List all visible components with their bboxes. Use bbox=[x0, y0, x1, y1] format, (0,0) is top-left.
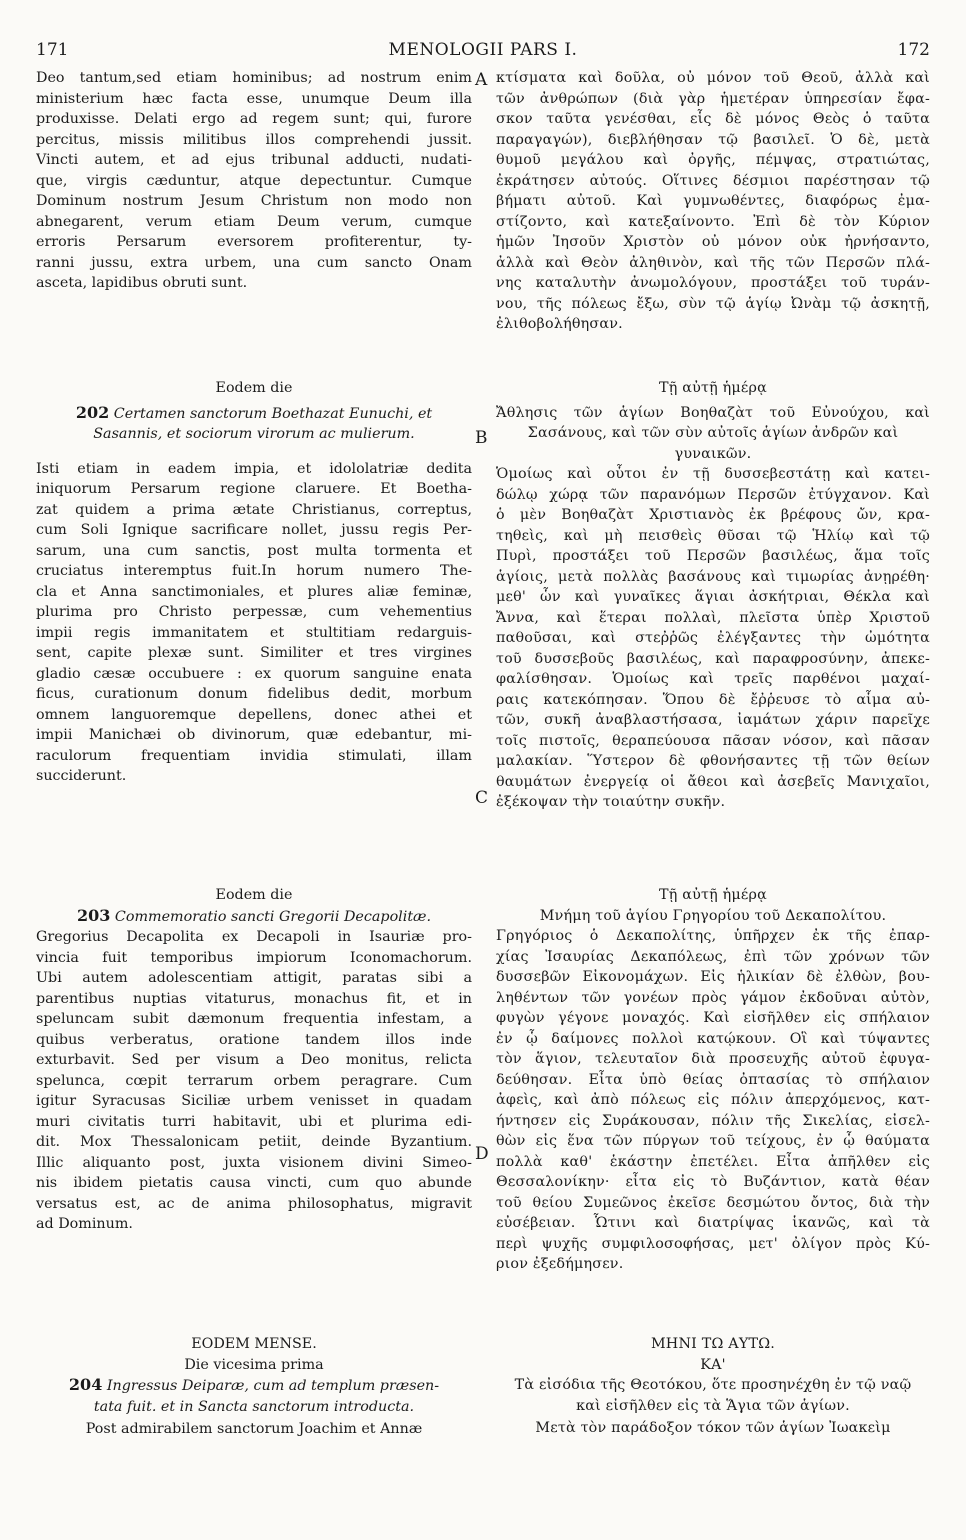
text-line: ficus, curationum donum fidelibus dedit, morbum bbox=[36, 686, 472, 702]
text-line: asceta, lapidibus obruti sunt. bbox=[36, 275, 248, 291]
margin-letter-c: C bbox=[475, 788, 489, 808]
section-heading: Τῇ αὐτῇ ἡμέρᾳ bbox=[659, 380, 767, 396]
month-heading: EODEM MENSE. bbox=[191, 1336, 317, 1352]
latin-section-203 bbox=[36, 885, 472, 1235]
text-line: εὐσέβειαν. Ὧτινι καὶ διατρίψας ἱκανῶς, καὶ τὰ bbox=[496, 1215, 930, 1231]
text-line: impii Manichæi ob divinorum, quæ edebantur, mi- bbox=[36, 727, 472, 743]
text-line: μαλακίαν. Ὕστερον δὲ φθονήσαντες τῇ τῶν θείων bbox=[496, 753, 930, 769]
text-line: gladio cæsæ occubuere : ex quorum sanguine enata bbox=[36, 665, 472, 682]
margin-letter-b: B bbox=[475, 428, 488, 448]
text-line: exturbavit. Sed per visum a Deo monitus, relicta bbox=[36, 1052, 472, 1068]
text-line: ad Dominum. bbox=[36, 1216, 133, 1232]
section-number: 204 bbox=[68, 1375, 103, 1394]
section-number: 202 bbox=[75, 402, 110, 422]
text-line: κτίσματα καὶ δοῦλα, οὐ μόνον τοῦ Θεοῦ, ἀλλὰ καὶ bbox=[496, 70, 930, 86]
text-line: Ἄννα, καὶ ἕτεραι πολλαὶ, πλεῖστα ὑπὲρ Χριστοῦ bbox=[496, 609, 930, 626]
text-line: ληθέντων τῶν γονέων πρὸς γάμον ἐκδοῦναι αὐτὸν, bbox=[496, 989, 930, 1006]
text-line: sarum, una cum sanctis, post multa tormenta et bbox=[36, 542, 472, 559]
text-line: Isti etiam in eadem impia, et idololatriæ dedita bbox=[36, 460, 472, 477]
text-line: ὁ μὲν Βοηθαζὰτ Χριστιανὸς ἐκ βρέφους ὤν, κρα- bbox=[496, 507, 930, 523]
text-line: Deo tantum,sed etiam hominibus; ad nostrum enim bbox=[36, 70, 472, 86]
text-line: iniquorum Persarum regione claruere. Et Boetha- bbox=[36, 481, 472, 497]
text-line: parentibus nuptias vitaturus, monachus fit, et in bbox=[36, 990, 472, 1007]
text-line: ranni jussu, extra urbem, una cum sancto Onam bbox=[36, 254, 472, 271]
text-line: Πυρὶ, προστάξει τοῦ Περσῶν βασιλέως, ἅμα τοῖς bbox=[496, 548, 930, 564]
text-line: Gregorius Decapolita ex Decapoli in Isauriæ pro- bbox=[36, 929, 472, 945]
section-title: Sasannis, et sociorum virorum ac mulierum. bbox=[93, 426, 415, 442]
greek-intro bbox=[496, 68, 930, 335]
text-line: ἐξέκοψαν τὴν τοιαύτην συκῆν. bbox=[496, 794, 726, 810]
text-line: ἐλιθοβολήθησαν. bbox=[496, 316, 623, 332]
text-line: percitus, missis militibus illos comprehendi jussit. bbox=[36, 131, 472, 148]
page-number-left: 171 bbox=[36, 40, 69, 60]
text-line: ἀφεὶς, καὶ ἀπὸ πόλεως εἰς πόλιν ἀπερχόμενος, κατ- bbox=[496, 1092, 930, 1108]
text-line: dit. Mox Thessalonicam petiit, deinde Byzantium. bbox=[36, 1134, 472, 1150]
text-line: νης καταλυτὴν ἀνωμολόγουν, προστάξει τοῦ τυράν- bbox=[496, 275, 930, 291]
text-line: omnem languoremque depellens, donec athei et bbox=[36, 706, 472, 723]
text-line: στίζοντο, καὶ κατεξαίνοντο. Ἐπὶ δὲ τὸν Κύριον bbox=[496, 213, 930, 230]
section-title: Σασάνους, καὶ τῶν σὺν αὐτοῖς ἁγίων ἀνδρῶν καὶ bbox=[527, 425, 899, 441]
text-line: Illic aliquanto post, juxta visionem divini Simeo- bbox=[36, 1154, 472, 1171]
text-line: raculorum frequentiam invidia stimulati, illam bbox=[36, 747, 472, 764]
text-line: ἡμῶν Ἰησοῦν Χριστὸν οὐ μόνον οὐκ ἠρνήσαντο, bbox=[496, 234, 930, 250]
text-line: erroris Persarum eversorem profiterentur, ty- bbox=[36, 234, 472, 250]
text-line: ἀλλὰ καὶ Θεὸν ἀληθινὸν, καὶ τῆς τῶν Περσῶν πλά- bbox=[496, 254, 930, 271]
text-line: produxisse. Delati ergo ad regem sunt; qui, furore bbox=[36, 111, 472, 127]
text-line: φαλίσθησαν. Ὁμοίως καὶ τρεῖς παρθένοι μαχαί- bbox=[496, 671, 930, 687]
running-title: MENOLOGII PARS I. bbox=[388, 40, 578, 60]
text-line: plurima pro Christo perpessæ, cum vehementius bbox=[36, 604, 472, 620]
text-line: Ubi autem adolescentiam attigit, paratas sibi a bbox=[36, 970, 472, 986]
day-heading: Die vicesima prima bbox=[184, 1356, 324, 1373]
section-heading: Τῇ αὐτῇ ἡμέρᾳ bbox=[659, 887, 767, 903]
text-line: παθοῦσαι, καὶ στεῤῥῶς ἐλέγξαντες τὴν ὠμότητα bbox=[496, 630, 930, 646]
latin-intro bbox=[36, 68, 472, 294]
section-title: Ἄθλησις τῶν ἁγίων Βοηθαζὰτ τοῦ Εὐνούχου, καὶ bbox=[496, 404, 930, 421]
text-line: σκον ταῦτα γενέσθαι, εἷς δὲ μόνος Θεὸς ὁ ταῦτα bbox=[496, 111, 930, 127]
section-title: Commemoratio sancti Gregorii Decapolitæ. bbox=[114, 908, 432, 925]
text-line: igitur Syracusas Siciliæ urbem venisset in quadam bbox=[36, 1093, 472, 1109]
text-line: speluncam subit dæmonum frequentia infestam, a bbox=[36, 1011, 472, 1027]
margin-letter-a: A bbox=[475, 70, 488, 90]
text-line: versatus est, ac de anima philosophatus, migravit bbox=[36, 1195, 472, 1212]
text-line: muri civitatis turri habitavit, ubi et plurima edi- bbox=[36, 1113, 472, 1130]
section-title: γυναικῶν. bbox=[674, 445, 752, 462]
text-line: τοῦ δυσσεβοῦς βασιλέως, καὶ παραφροσύνην, ἀπεκε- bbox=[496, 650, 930, 667]
text-line: φυγὼν γέγονε μοναχός. Καὶ εἰσῆλθεν εἰς σπήλαιον bbox=[496, 1010, 930, 1026]
latin-section-204 bbox=[36, 1334, 472, 1440]
text-line: ἐν ᾧ δαίμονες πολλοὶ κατῴκουν. Οἳ καὶ τύψαντες bbox=[496, 1030, 930, 1047]
text-line: cruciatus interemptus fuit.In horum numero The- bbox=[36, 563, 472, 579]
section-title: καὶ εἰσῆλθεν εἰς τὰ Ἅγια τῶν ἁγίων. bbox=[576, 1397, 850, 1414]
text-line: θαυμάτων ἐνεργείᾳ οἱ ἄθεοι καὶ ἀσεβεῖς Μανιχαῖοι, bbox=[496, 773, 930, 790]
text-line: νου, τῆς πόλεως ἔξω, σὺν τῷ ἁγίῳ Ὠνὰμ τῷ ἀσκητῇ, bbox=[496, 295, 930, 312]
text-line: Γρηγόριος ὁ Δεκαπολίτης, ὑπῆρχεν ἐκ τῆς ἐπαρ- bbox=[496, 928, 930, 944]
text-line: τῶν ἀνθρώπων (διὰ γὰρ ἡμετέραν ὑπηρεσίαν ἔφα- bbox=[496, 90, 930, 107]
text-line: Θεσσαλονίκην· εἶτα εἰς τὸ Βυζάντιον, κατὰ θέαν bbox=[496, 1174, 930, 1190]
page-number-right: 172 bbox=[897, 40, 930, 60]
text-line: δεύθησαν. Εἶτα ὑπὸ θείας ὀπτασίας τὸ σπήλαιον bbox=[496, 1071, 930, 1088]
text-line: Μετὰ τὸν παράδοξον τόκον τῶν ἁγίων Ἰωακεὶμ bbox=[535, 1420, 891, 1436]
text-line: impii regis immanitatem et stultitiam redarguis- bbox=[36, 624, 472, 641]
section-number: 203 bbox=[76, 905, 111, 925]
text-line: ήντησεν εἰς Συράκουσαν, πόλιν τῆς Σικελίας, εἰσελ- bbox=[496, 1112, 930, 1129]
text-line: βήματι αὐτοῦ. Καὶ γυμνωθέντες, διαφόρως ἐμα- bbox=[496, 193, 930, 209]
text-line: sent, capite plexæ sunt. Similiter et tres virgines bbox=[36, 645, 472, 661]
text-line: cla et Anna sanctimoniales, et plures aliæ feminæ, bbox=[36, 583, 472, 600]
text-line: τοῦ θείου Συμεῶνος ἐκεῖσε δεσμώτου ὄντος, διὰ τὴν bbox=[496, 1194, 930, 1211]
text-line: ἐκράτησεν αὐτούς. Οἵτινες δέσμιοι παρέστησαν τῷ bbox=[496, 172, 930, 189]
text-line: spelunca, cœpit terrarum orbem peragrare. Cum bbox=[36, 1072, 472, 1089]
month-heading: ΜΗΝΙ ΤΩ ΑΥΤΩ. bbox=[650, 1336, 776, 1352]
section-title: Τὰ εἰσόδια τῆς Θεοτόκου, ὅτε προσηνέχθη ἐν τῷ ναῷ bbox=[514, 1377, 912, 1393]
text-line: δώλῳ χώρᾳ τῶν παρανόμων Περσῶν ἐτύγχανον. Καὶ bbox=[496, 486, 930, 503]
text-line: cum Soli Ignique sacrificare nollet, jussu regis Per- bbox=[36, 522, 472, 538]
text-line: πολλὰ καθ' ἑκάστην ἐπετέλει. Εἶτα ἀπῆλθεν εἰς bbox=[496, 1153, 930, 1170]
section-heading: Eodem die bbox=[215, 380, 293, 396]
text-line: ἁγίοις, μετὰ πολλὰς βασάνους καὶ τιμωρίας ἀνῃρέθη· bbox=[496, 568, 930, 585]
text-line: que, virgis cæduntur, atque depectuntur. Cumque bbox=[36, 172, 472, 189]
section-heading: Eodem die bbox=[215, 887, 293, 903]
text-line: Ὁμοίως καὶ οὗτοι ἐν τῇ δυσσεβεστάτῃ καὶ κατει- bbox=[496, 466, 930, 482]
text-line: vincia fuit temporibus impiorum Iconomachorum. bbox=[36, 949, 472, 966]
text-line: τῶν, συκῆ ἀναβλαστήσασα, ἰαμάτων χάριν παρεῖχε bbox=[496, 712, 930, 728]
text-line: abnegarent, verum etiam Deum verum, cumque bbox=[36, 213, 472, 230]
section-title: tata fuit. et in Sancta sanctorum introducta. bbox=[93, 1398, 415, 1415]
greek-section-203 bbox=[496, 885, 930, 1275]
text-line: θὼν εἰς ἕνα τῶν πύργων τοῦ τείχους, ἐν ᾧ θαύματα bbox=[496, 1133, 930, 1149]
text-line: quibus verberatus, oratione tandem illos inde bbox=[36, 1031, 472, 1048]
text-line: χίας Ἰσαυρίας Δεκαπόλεως, ἐπὶ τῶν χρόνων τῶν bbox=[496, 948, 930, 965]
text-line: Post admirabilem sanctorum Joachim et Annæ bbox=[85, 1421, 423, 1437]
text-line: τοῖς πιστοῖς, θεραπεύουσα πᾶσαν νόσον, καὶ πᾶσαν bbox=[496, 732, 930, 749]
text-line: παραγαγών), διεβλήθησαν τῷ βασιλεῖ. Ὁ δὲ, μετὰ bbox=[496, 131, 930, 148]
margin-letter-d: D bbox=[475, 1144, 489, 1164]
text-line: Vincti autem, et ad ejus tribunal adducti, nudati- bbox=[36, 152, 472, 168]
section-title: Μνήμη τοῦ ἁγίου Γρηγορίου τοῦ Δεκαπολίτου. bbox=[539, 907, 887, 924]
text-line: succiderunt. bbox=[36, 768, 127, 784]
text-line: ραις κατεκόπησαν. Ὅπου δὲ ἔῤῥευσε τὸ αἷμα αὐ- bbox=[496, 691, 930, 708]
text-line: ministerium hæc facta esse, unumque Deum illa bbox=[36, 90, 472, 107]
text-line: τηθεὶς, καὶ μὴ πεισθεὶς θῦσαι τῷ Ἡλίῳ καὶ τῷ bbox=[496, 527, 930, 544]
text-line: τὸν ἅγιον, τελευταῖον διὰ προσευχῆς αὐτοῦ ἐφυγα- bbox=[496, 1051, 930, 1067]
text-line: θυμοῦ μεγάλου καὶ ὀργῆς, πέμψας, στρατιώτας, bbox=[496, 152, 930, 168]
text-line: zat quidem a prima ætate Christianus, correptus, bbox=[36, 501, 472, 518]
text-line: περὶ ψυχῆς συμφιλοσοφήσας, μετ' ὀλίγον πρὸς Κύ- bbox=[496, 1235, 930, 1252]
text-line: nis ibidem pietatis causa vincti, cum quo abunde bbox=[36, 1175, 472, 1191]
text-line: μεθ' ὧν καὶ γυναῖκες ἅγιαι ἀσκήτριαι, Θέκλα καὶ bbox=[496, 589, 930, 605]
greek-section-204 bbox=[496, 1334, 930, 1439]
latin-section-202 bbox=[36, 378, 472, 787]
greek-section-202 bbox=[496, 378, 930, 813]
text-line: δυσσεβῶν Εἰκονομάχων. Εἰς ἡλικίαν δὲ ἐλθὼν, βου- bbox=[496, 969, 930, 985]
section-title: Ingressus Deiparæ, cum ad templum præsen- bbox=[106, 1378, 440, 1394]
day-heading: ΚΑ' bbox=[700, 1356, 726, 1373]
text-line: Dominum nostrum Jesum Christum non modo non bbox=[36, 193, 472, 209]
section-title: Certamen sanctorum Boethazat Eunuchi, et bbox=[113, 405, 433, 422]
text-line: ριον ἐξεδήμησεν. bbox=[496, 1256, 624, 1272]
